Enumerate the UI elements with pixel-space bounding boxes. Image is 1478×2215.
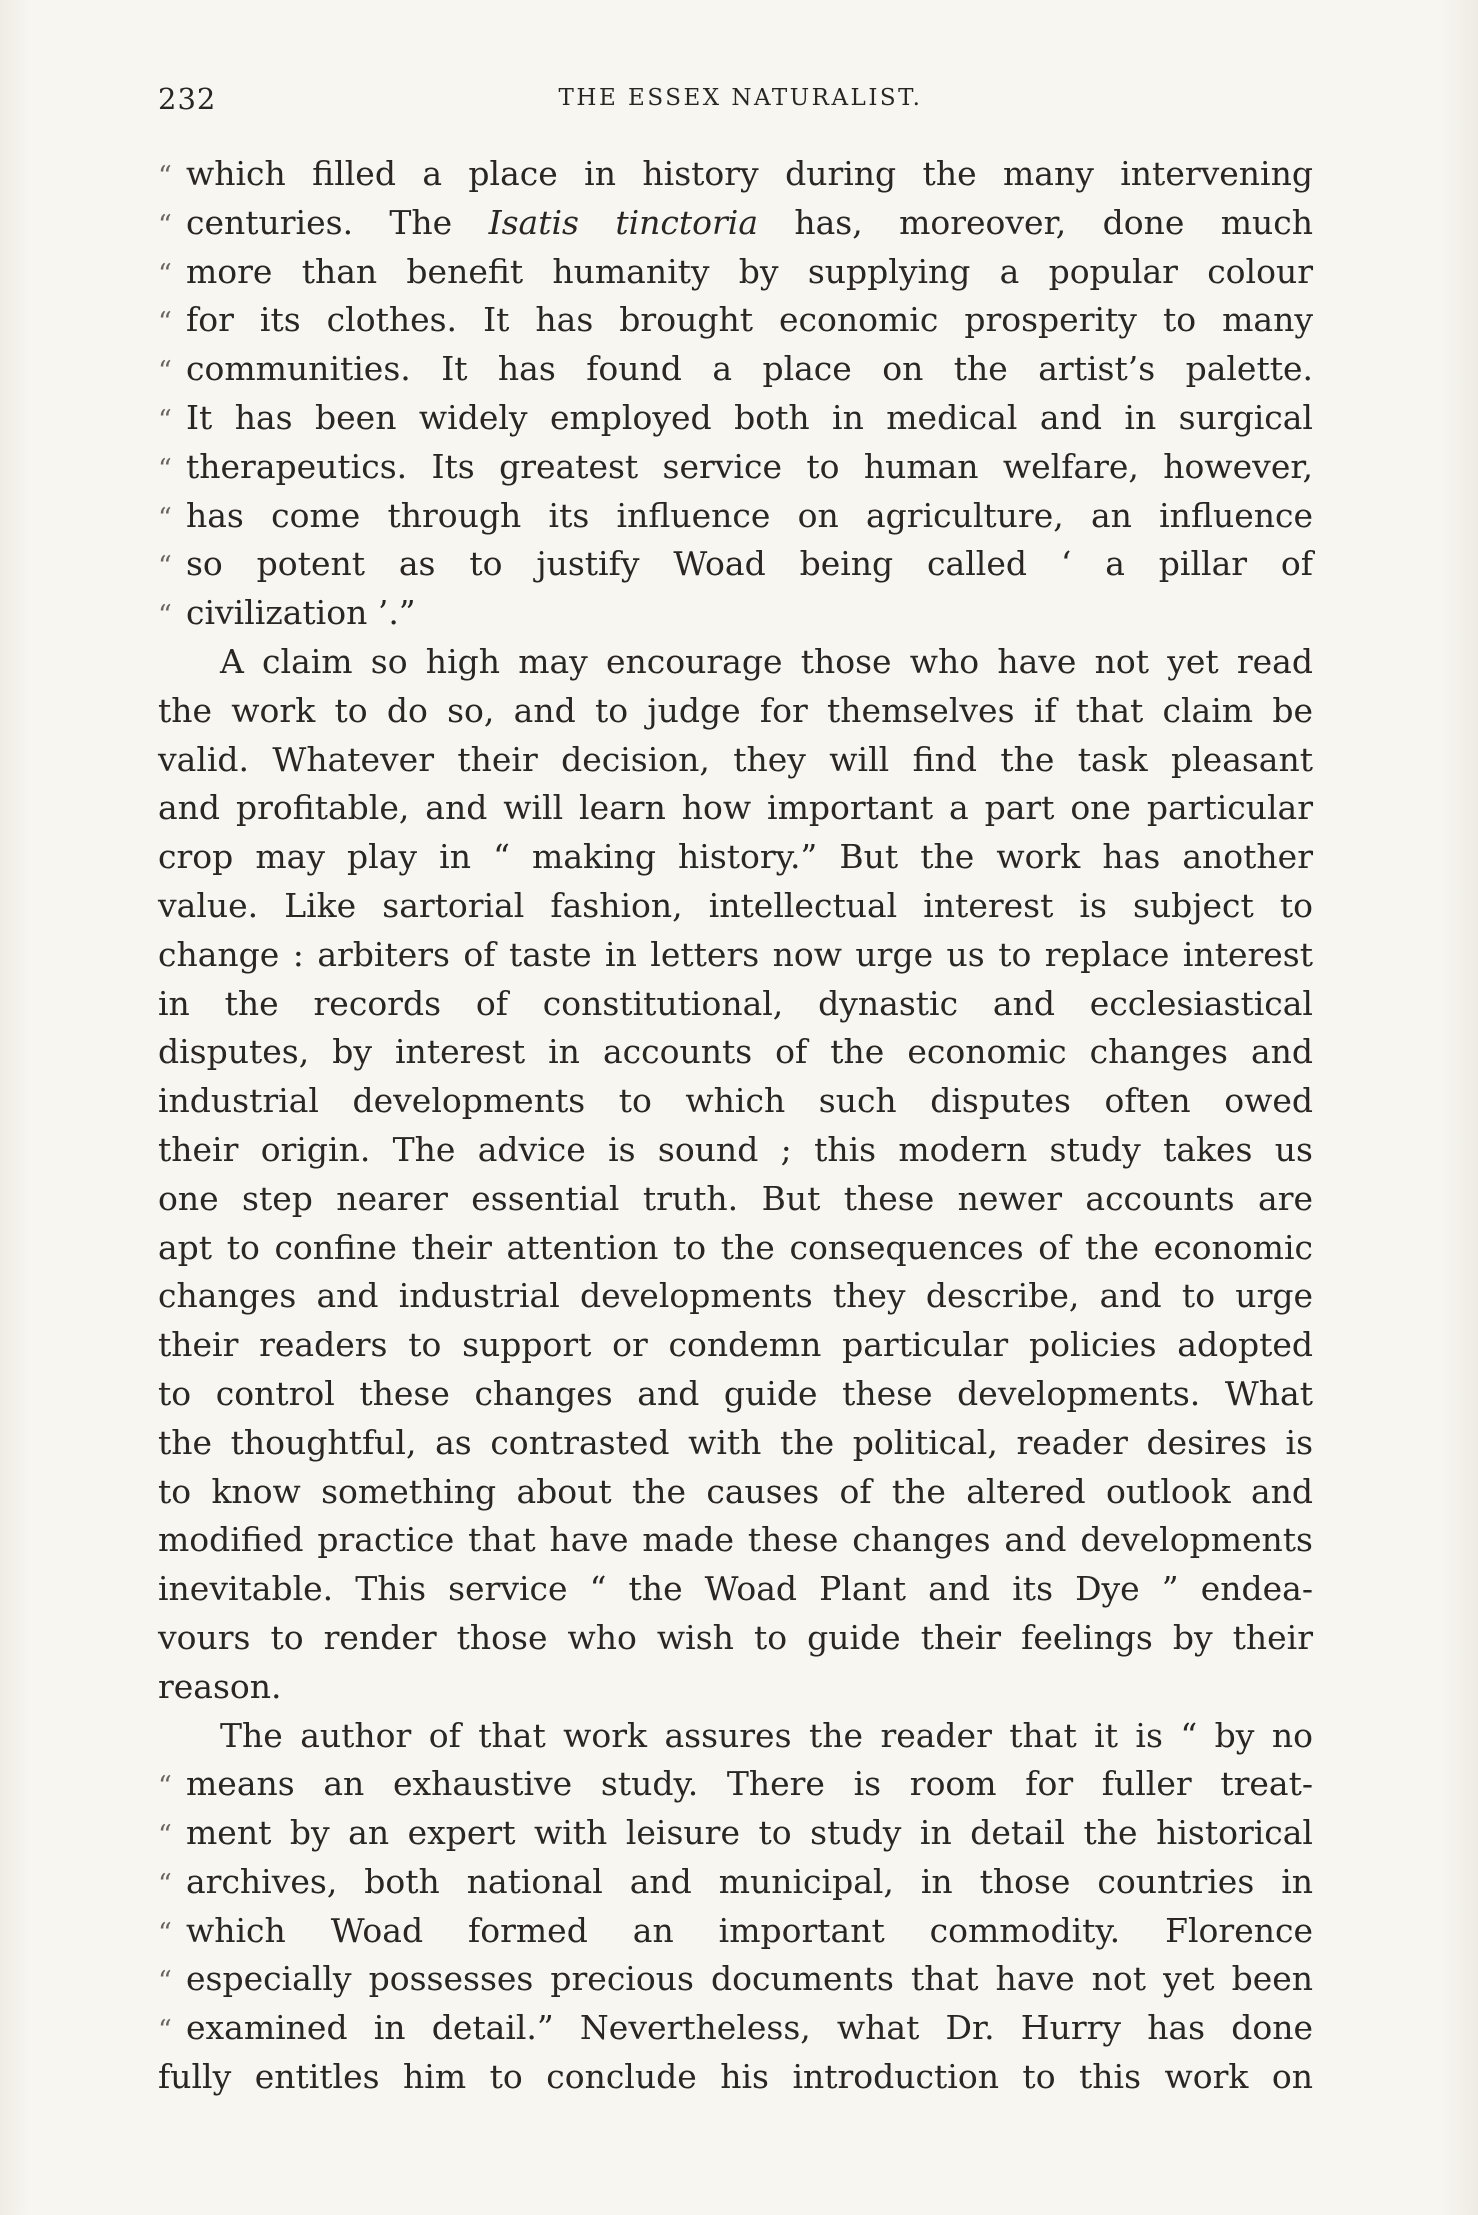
quote-mark: “ bbox=[158, 356, 172, 388]
text-line: “ means an exhaustive study. There is room for fuller treat- bbox=[158, 1760, 1313, 1809]
text-line: “ therapeutics. Its greatest service to human welfare, however, bbox=[158, 443, 1313, 492]
quote-mark: “ bbox=[158, 404, 172, 436]
quote-mark: “ bbox=[158, 1820, 172, 1852]
text-line: apt to confine their attention to the consequences of the economic bbox=[158, 1227, 1313, 1267]
quote-mark: “ bbox=[158, 161, 172, 192]
text-line: “ which Woad formed an important commodity. Florence bbox=[158, 1907, 1313, 1956]
quote-mark: “ bbox=[158, 453, 172, 485]
text-line: crop may play in “ making history.” But the work has another bbox=[158, 837, 1313, 877]
text-line: value. Like sartorial fashion, intellectual interest is subject to bbox=[158, 885, 1313, 925]
text-line: in the records of constitutional, dynastic and ecclesiastical bbox=[158, 983, 1313, 1023]
page-number: 232 bbox=[158, 82, 217, 116]
body-text bbox=[158, 150, 1313, 2102]
running-head: THE ESSEX NATURALIST. bbox=[558, 85, 923, 111]
text-line: changes and industrial developments they describe, and to urge bbox=[158, 1276, 1313, 1316]
page-header bbox=[158, 72, 1313, 122]
text-line: industrial developments to which such disputes often owed bbox=[158, 1081, 1313, 1121]
text-line: valid. Whatever their decision, they will find the task pleasant bbox=[158, 739, 1313, 779]
quote-mark: “ bbox=[158, 1771, 172, 1803]
text-line: the thoughtful, as contrasted with the political, reader desires is bbox=[158, 1422, 1313, 1462]
text-line: change : arbiters of taste in letters now urge us to replace interest bbox=[158, 934, 1313, 974]
text-line: “ especially possesses precious documents that have not yet been bbox=[158, 1955, 1313, 2004]
text-line: modified practice that have made these changes and developments bbox=[158, 1520, 1313, 1560]
text-line: the work to do so, and to judge for themselves if that claim be bbox=[158, 690, 1313, 730]
quote-mark: “ bbox=[158, 551, 172, 583]
text-line: reason. bbox=[158, 1666, 282, 1706]
text-line: vours to render those who wish to guide their feelings by their bbox=[158, 1617, 1313, 1657]
text-line: inevitable. This service “ the Woad Plant and its Dye ” endea- bbox=[158, 1569, 1313, 1609]
quote-mark: “ bbox=[158, 2015, 172, 2047]
quote-mark: “ bbox=[158, 209, 172, 241]
text-line: “ It has been widely employed both in medical and in surgical bbox=[158, 394, 1313, 443]
text-line: one step nearer essential truth. But these newer accounts are bbox=[158, 1178, 1313, 1218]
text-line: “ has come through its influence on agriculture, an influence bbox=[158, 492, 1313, 541]
text-line: “ civilization ’.” bbox=[158, 589, 1313, 638]
text-line: fully entitles him to conclude his introduction to this work on bbox=[158, 2057, 1313, 2097]
paragraph-start: The author of that work assures the reader that it is “ by no bbox=[220, 1715, 1313, 1755]
text-line: “ for its clothes. It has brought economic prosperity to many bbox=[158, 296, 1313, 345]
paragraph-start: A claim so high may encourage those who have not yet read bbox=[220, 641, 1313, 681]
text-line: to control these changes and guide these developments. What bbox=[158, 1373, 1313, 1413]
text-line: disputes, by interest in accounts of the economic changes and bbox=[158, 1032, 1313, 1072]
quote-mark: “ bbox=[158, 600, 172, 632]
text-line: their origin. The advice is sound ; this modern study takes us bbox=[158, 1129, 1313, 1169]
quote-mark: “ bbox=[158, 1966, 172, 1998]
quote-mark: “ bbox=[158, 502, 172, 534]
text-line: “ so potent as to justify Woad being called ‘ a pillar of bbox=[158, 540, 1313, 589]
text-line: “ communities. It has found a place on the artist’s palette. bbox=[158, 345, 1313, 394]
text-line: their readers to support or condemn particular policies adopted bbox=[158, 1325, 1313, 1365]
quote-mark: “ bbox=[158, 258, 172, 290]
text-line: “ archives, both national and municipal, in those countries in bbox=[158, 1858, 1313, 1907]
text-line: “ examined in detail.” Nevertheless, what Dr. Hurry has done bbox=[158, 2004, 1313, 2053]
text-line: to know something about the causes of the altered outlook and bbox=[158, 1471, 1313, 1511]
text-line: “ centuries. The Isatis tinctoria has, moreover, done much bbox=[158, 199, 1313, 248]
text-line: “ ment by an expert with leisure to study in detail the historical bbox=[158, 1809, 1313, 1858]
text-line: “ more than benefit humanity by supplying a popular colour bbox=[158, 248, 1313, 297]
quote-mark: “ bbox=[158, 307, 172, 339]
quote-mark: “ bbox=[158, 1917, 172, 1949]
text-line: and profitable, and will learn how important a part one particular bbox=[158, 788, 1313, 828]
quote-mark: “ bbox=[158, 1868, 172, 1900]
text-line: “ which filled a place in history during the many intervening bbox=[158, 150, 1313, 199]
italic-species-name: Isatis tinctoria bbox=[488, 202, 759, 242]
